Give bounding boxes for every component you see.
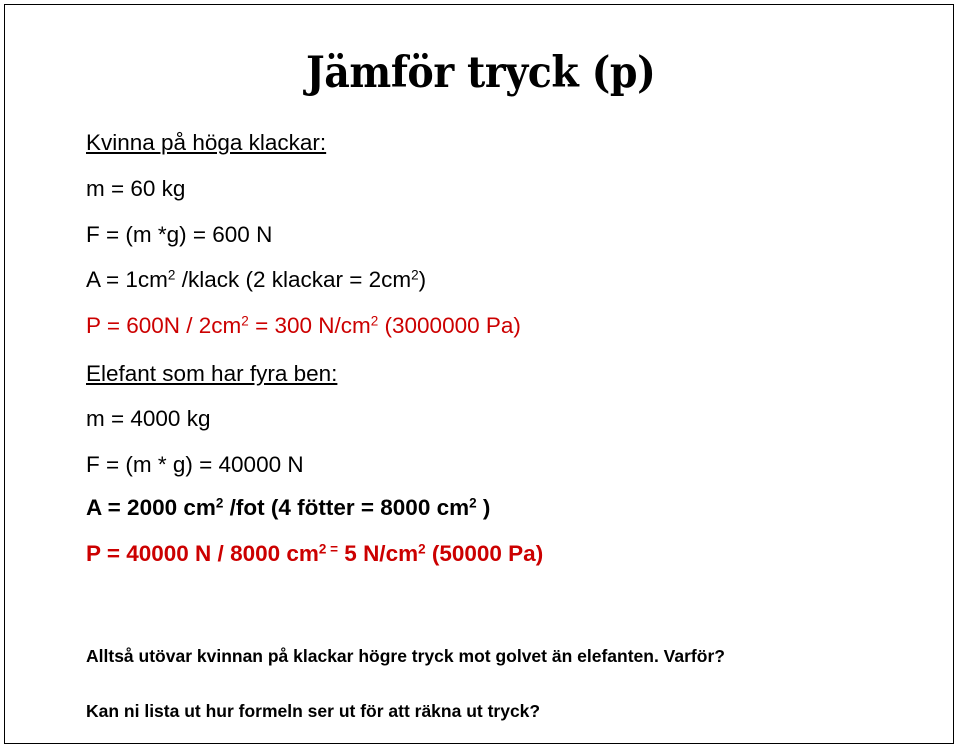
elephant-pressure-sup2: 2 xyxy=(418,541,426,557)
woman-pressure-sup2: 2 xyxy=(370,313,379,329)
elephant-force: F = (m * g) = 40000 N xyxy=(86,452,304,477)
woman-heading: Kvinna på höga klackar: xyxy=(86,130,327,155)
elephant-area-part3: ) xyxy=(476,495,491,520)
page-title: Jämför tryck (p) xyxy=(306,48,656,98)
conclusion-text: Alltså utövar kvinnan på klackar högre tryck mot golvet än elefanten. Varför? xyxy=(86,646,725,666)
woman-area-sup1: 2 xyxy=(167,267,176,283)
elephant-heading: Elefant som har fyra ben: xyxy=(86,361,338,386)
elephant-area-sup1: 2 xyxy=(215,495,224,511)
elephant-area-sup2: 2 xyxy=(469,495,477,511)
woman-pressure-part2: = 300 N/cm xyxy=(248,313,371,338)
woman-mass: m = 60 kg xyxy=(86,176,186,201)
elephant-area-part2: /fot (4 fötter = 8000 cm xyxy=(223,495,470,520)
woman-area-part3: ) xyxy=(418,267,427,292)
woman-pressure xyxy=(86,315,521,338)
elephant-area-part1: A = 2000 cm xyxy=(86,495,216,520)
elephant-pressure-part1: P = 40000 N / 8000 cm xyxy=(86,541,319,566)
woman-pressure-part3: (3000000 Pa) xyxy=(378,313,521,338)
woman-area-part1: A = 1cm xyxy=(86,267,168,292)
woman-pressure-sup1: 2 xyxy=(241,313,249,329)
elephant-pressure-part3: (50000 Pa) xyxy=(425,541,544,566)
woman-area-part2: /klack (2 klackar = 2cm xyxy=(175,267,412,292)
question-text: Kan ni lista ut hur formeln ser ut för att räkna ut tryck? xyxy=(86,701,541,721)
elephant-pressure xyxy=(86,543,543,566)
elephant-pressure-sup1: 2 = xyxy=(318,541,339,557)
elephant-mass: m = 4000 kg xyxy=(86,406,211,431)
woman-area xyxy=(86,269,426,292)
woman-pressure-part1: P = 600N / 2cm xyxy=(86,313,242,338)
elephant-area xyxy=(86,497,490,520)
woman-area-sup2: 2 xyxy=(411,267,419,283)
woman-force: F = (m *g) = 600 N xyxy=(86,222,273,247)
elephant-pressure-part2: 5 N/cm xyxy=(338,541,419,566)
